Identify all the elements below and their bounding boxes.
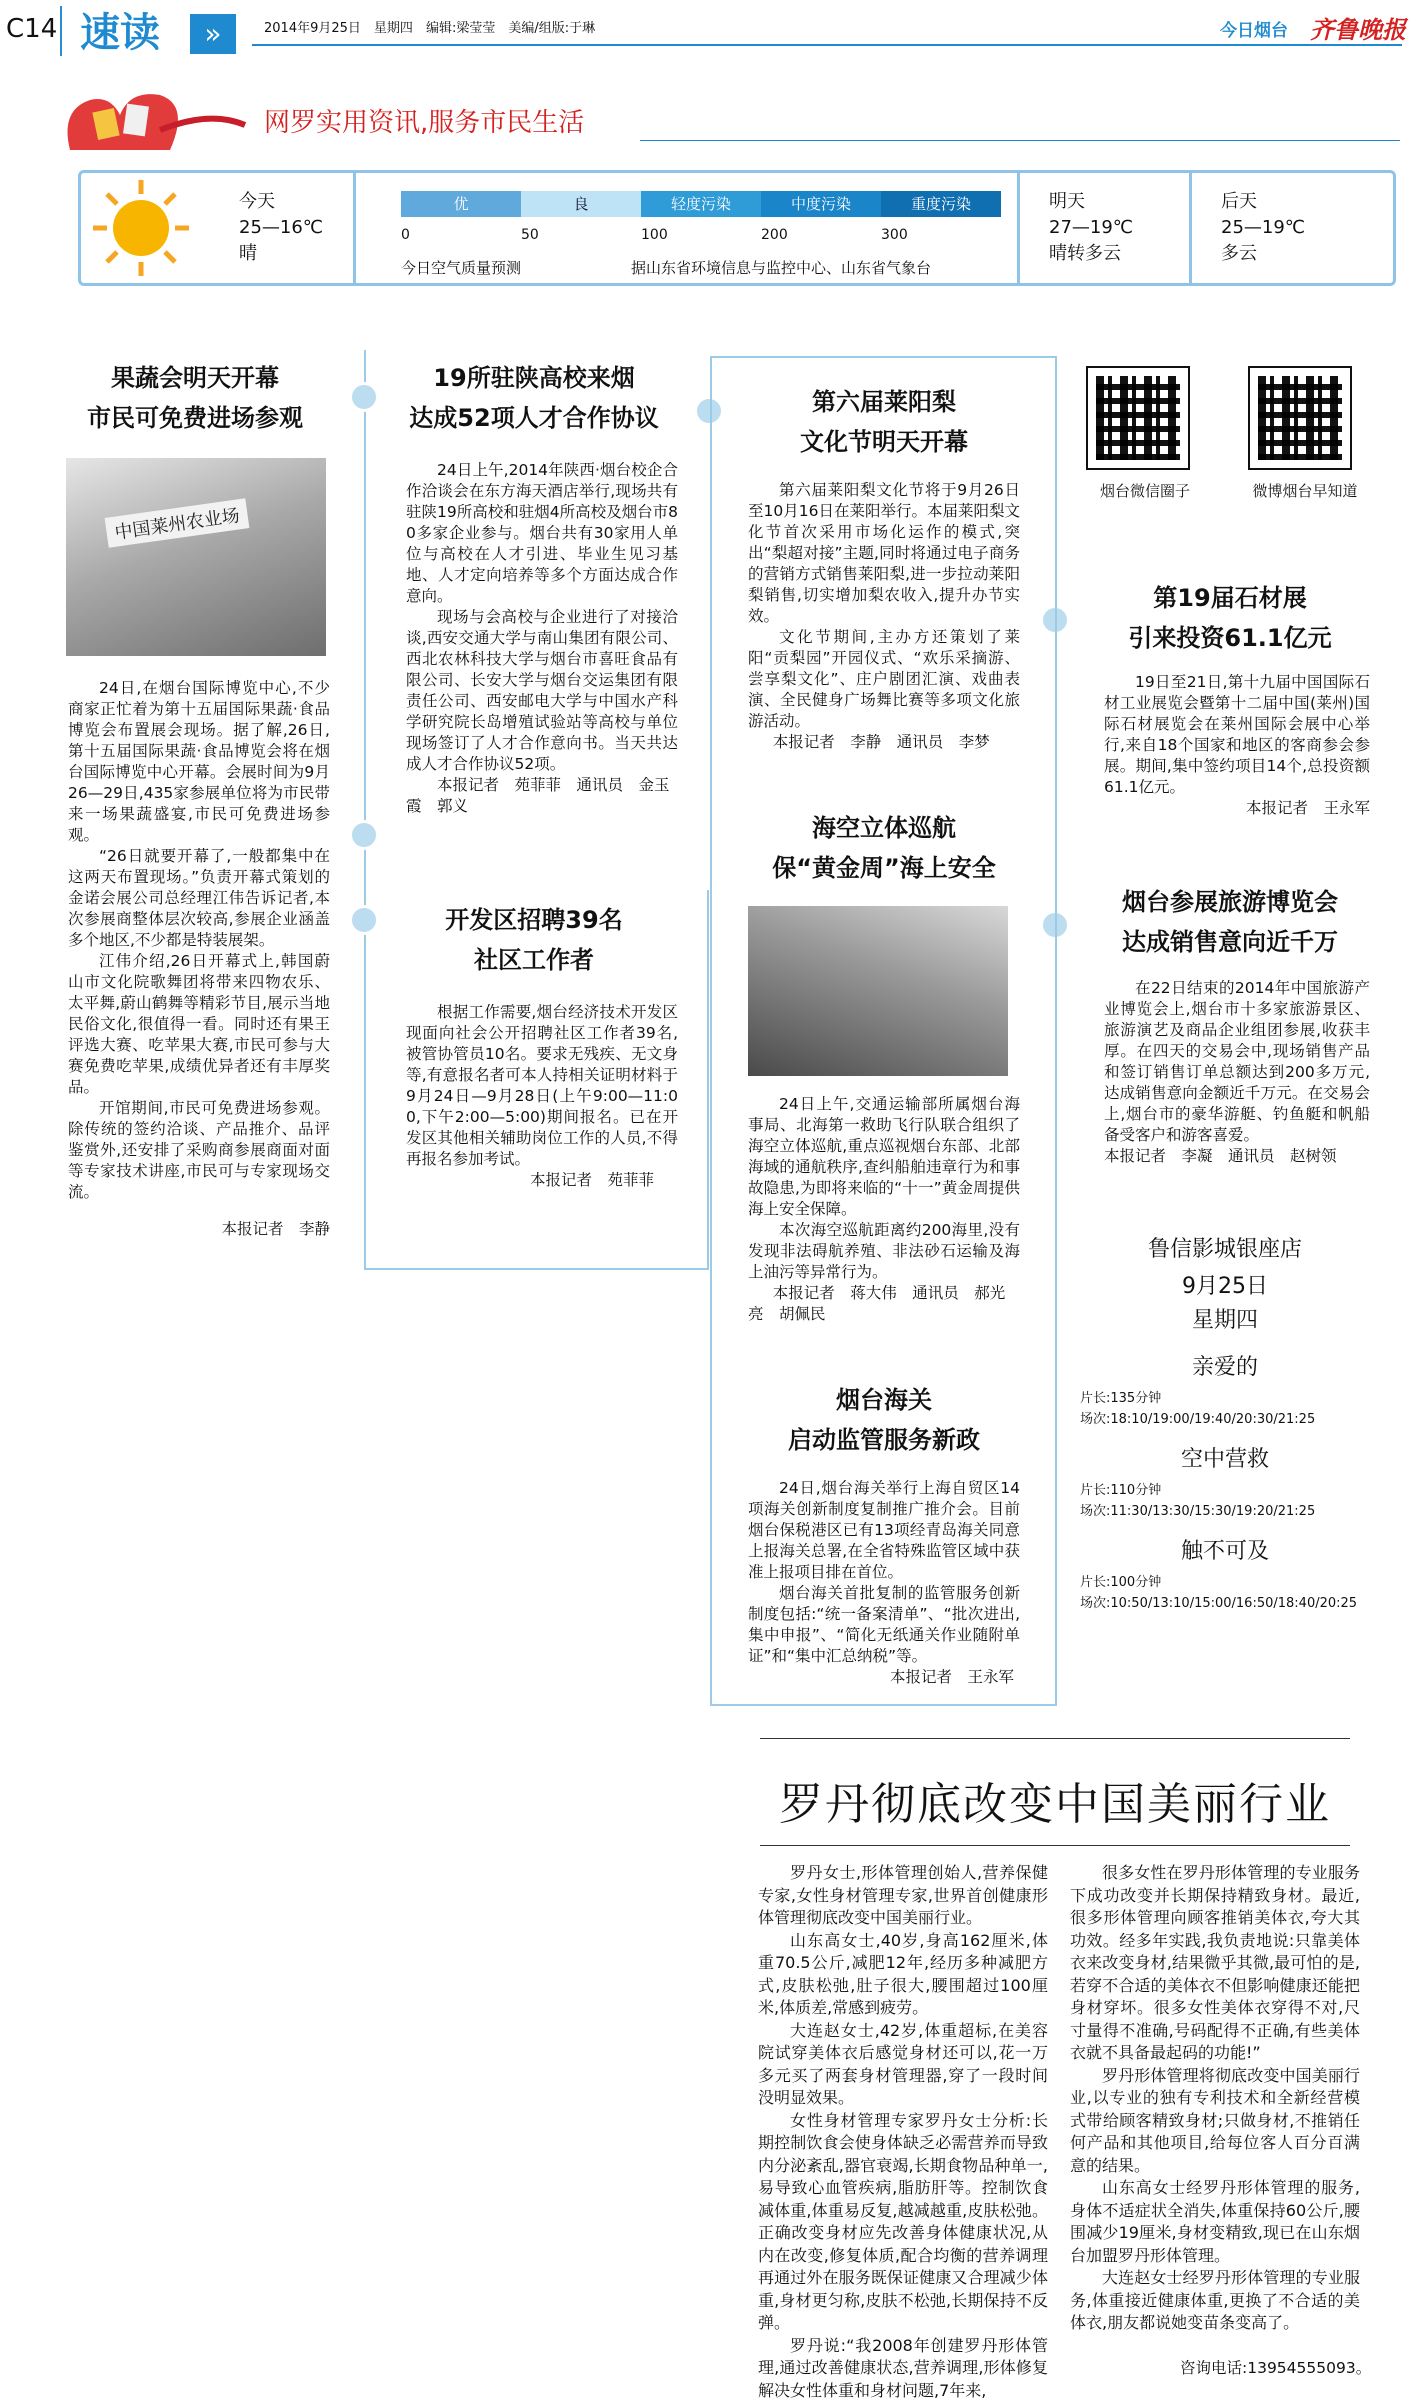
page-number: C14 xyxy=(6,14,57,44)
header-rule xyxy=(252,44,1402,46)
subheadline: 市民可免费进场参观 xyxy=(60,398,330,438)
film-length: 片长:110分钟 xyxy=(1080,1480,1370,1501)
article-customs xyxy=(748,1380,1020,1688)
byline: 本报记者 王永军 xyxy=(748,1667,1020,1688)
slogan: 网罗实用资讯,服务市民生活 xyxy=(264,106,584,140)
cinema-listing xyxy=(1080,1230,1370,1624)
ad-column-left xyxy=(758,1862,1048,2402)
film-entry xyxy=(1080,1440,1370,1522)
column-rule xyxy=(1055,356,1057,1706)
subheadline: 达成销售意向近千万 xyxy=(1090,922,1370,962)
cinema-title: 鲁信影城银座店 xyxy=(1080,1230,1370,1270)
film-length: 片长:100分钟 xyxy=(1080,1572,1370,1593)
today-forecast xyxy=(239,189,323,267)
paragraph: 文化节期间,主办方还策划了莱阳“贡梨园”开园仪式、“欢乐采摘游、尝享梨文化”、庄户剧团汇演、戏曲表演、全民健身广场舞比赛等多项文化旅游活动。 xyxy=(748,627,1020,732)
paragraph: 罗丹形体管理将彻底改变中国美丽行业,以专业的独有专利技术和全新经营模式带给顾客精致身材;只做身材,不推销任何产品和其他项目,给每位客人百分百满意的结果。 xyxy=(1070,2065,1360,2178)
paragraph: 24日上午,交通运输部所属烟台海事局、北海第一救助飞行队联合组织了海空立体巡航,重点巡视烟台东部、北部海域的通航秩序,查纠船舶违章行为和事故隐患,为即将来临的“十一”黄金周提供海上安全保障。 xyxy=(748,1094,1020,1220)
after-cond: 多云 xyxy=(1221,241,1305,267)
byline: 本报记者 蒋大伟 通讯员 郝光亮 胡佩民 xyxy=(748,1283,1020,1325)
aqi-level: 良 xyxy=(521,191,641,217)
photo-sign-text: 中国莱州农业场 xyxy=(105,498,250,547)
film-length: 片长:135分钟 xyxy=(1080,1388,1370,1409)
tomorrow-forecast xyxy=(1049,189,1133,267)
designer: 美编/组版:于琳 xyxy=(508,21,595,36)
paragraph: 现场与会高校与企业进行了对接洽谈,西安交通大学与南山集团有限公司、西北农林科技大学与烟台市喜旺食品有限公司、长安大学与烟台交运集团有限责任公司、西安邮电大学与中国水产科学研究院长岛增殖试验站等高校与单位现场签订了人才合作意向书。当天共达成人才合作协议52项。 xyxy=(406,607,678,775)
article-fruit-expo xyxy=(60,358,330,1240)
after-temp: 25—19℃ xyxy=(1221,215,1305,241)
article-shaanxi-universities xyxy=(390,358,678,817)
masthead xyxy=(0,0,1417,70)
paragraph: “26日就要开幕了,一般都集中在这两天布置现场。”负责开幕式策划的金诺会展公司总经理江伟告诉记者,本次参展商整体层次较高,参展企业涵盖多个地区,不少都是特装展架。 xyxy=(68,846,330,951)
ad-rule xyxy=(760,1845,1350,1846)
paragraph: 19日至21日,第十九届中国国际石材工业展览会暨第十二届中国(莱州)国际石材展览会在莱州国际会展中心举行,来自18个国家和地区的客商参会参展。期间,集中签约项目14个,总投资额61.1亿元。 xyxy=(1104,672,1370,798)
headline: 19所驻陕高校来烟 xyxy=(390,358,678,398)
paragraph: 开馆期间,市民可免费进场参观。除传统的签约洽谈、产品推介、品评鉴赏外,还安排了采购商参展商面对面等专家技术讲座,市民可与专家现场交流。 xyxy=(68,1098,330,1203)
paragraph: 本次海空巡航距离约200海里,没有发现非法碍航养殖、非法砂石运输及海上油污等异常行为。 xyxy=(748,1220,1020,1283)
aqi-source: 据山东省环境信息与监控中心、山东省气象台 xyxy=(631,257,931,278)
byline: 本报记者 王永军 xyxy=(1090,798,1370,819)
expo-photo xyxy=(66,458,326,656)
qr-code-icon xyxy=(1088,368,1188,468)
qr-caption-weibo: 微博烟台早知道 xyxy=(1230,480,1380,501)
byline: 本报记者 李凝 通讯员 赵树领 xyxy=(1090,1146,1370,1167)
article-body xyxy=(748,1094,1020,1283)
divider xyxy=(1189,171,1192,285)
article-body xyxy=(748,480,1020,732)
ad-title: 罗丹彻底改变中国美丽行业 xyxy=(760,1775,1350,1835)
ad-column-right xyxy=(1070,1862,1360,2335)
header-info xyxy=(264,20,595,38)
paper-logo: 齐鲁晚报 xyxy=(1310,10,1406,45)
subheadline: 达成52项人才合作协议 xyxy=(390,398,678,438)
article-laiyang-pear xyxy=(748,382,1020,753)
aqi-level: 中度污染 xyxy=(761,191,881,217)
byline: 本报记者 苑菲菲 通讯员 金玉霞 郭义 xyxy=(390,775,678,817)
subheadline: 保“黄金周”海上安全 xyxy=(748,848,1020,888)
aqi-ticks xyxy=(401,227,1001,247)
paragraph: 24日上午,2014年陕西·烟台校企合作洽谈会在东方海天酒店举行,现场共有驻陕19所高校和驻烟4所高校及烟台市80多家企业参与。烟台共有30家用人单位与高校在人才引进、毕业生见习基地、人才定向培养等多个方面达成合作意向。 xyxy=(406,460,678,607)
after-forecast xyxy=(1221,189,1305,267)
paragraph: 烟台海关首批复制的监管服务创新制度包括:“统一备案清单”、“批次进出,集中申报”、“简化无纸通关作业随附单证”和“集中汇总纳税”等。 xyxy=(748,1583,1020,1667)
film-entry xyxy=(1080,1348,1370,1430)
section-arrow-icon: » xyxy=(190,14,236,54)
film-times: 场次:11:30/13:30/15:30/19:20/21:25 xyxy=(1080,1501,1370,1522)
ad-rule xyxy=(760,1738,1350,1739)
article-body xyxy=(390,1002,678,1170)
column-name: 今日烟台 xyxy=(1220,16,1288,41)
editor: 编辑:梁莹莹 xyxy=(426,21,495,36)
today-label: 今天 xyxy=(239,189,323,215)
aqi-tick: 300 xyxy=(881,227,908,243)
cinema-date: 9月25日 xyxy=(1080,1270,1370,1304)
headline: 第六届莱阳梨 xyxy=(748,382,1020,422)
today-cond: 晴 xyxy=(239,241,323,267)
paragraph: 女性身材管理专家罗丹女士分析:长期控制饮食会使身体缺乏必需营养而导致内分泌紊乱,器官衰竭,长期食物品种单一,易导致心血管疾病,脂肪肝等。控制饮食减体重,体重易反复,越减越重,皮肤松弛。正确改变身材应先改善身体健康状况,从内在改变,修复体质,配合均衡的营养调理再通过外在服务既保证健康又合理减少体重,身材更匀称,皮肤不松弛,长期保持不反弹。 xyxy=(758,2110,1048,2335)
after-label: 后天 xyxy=(1221,189,1305,215)
qr-code-icon xyxy=(1250,368,1350,468)
aqi-tick: 200 xyxy=(761,227,788,243)
headline: 海空立体巡航 xyxy=(748,808,1020,848)
weather-panel xyxy=(78,170,1396,286)
paragraph: 在22日结束的2014年中国旅游产业博览会上,烟台市十多家旅游景区、旅游演艺及商品企业组团参展,收获丰厚。在四天的交易会中,现场销售产品和签订销售订单总额达到200多万元,达成销售意向金额近千万元。在交易会上,烟台市的豪华游艇、钓鱼艇和帆船备受客户和游客喜爱。 xyxy=(1104,978,1370,1146)
paragraph: 山东高女士,40岁,身高162厘米,体重70.5公斤,减肥12年,经历多种减肥方式,皮肤松弛,肚子很大,腰围超过100厘米,体质差,常感到疲劳。 xyxy=(758,1930,1048,2020)
paragraph: 罗丹女士,形体管理创始人,营养保健专家,女性身材管理专家,世界首创健康形体管理彻底改变中国美丽行业。 xyxy=(758,1862,1048,1930)
paragraph: 24日,烟台海关举行上海自贸区14项海关创新制度复制推广推介会。目前烟台保税港区已有13项经青岛海关同意上报海关总署,在全省特殊监管区域中获准上报项目排在首位。 xyxy=(748,1478,1020,1583)
slogan-rule xyxy=(640,140,1400,141)
article-body xyxy=(1090,672,1370,798)
byline: 本报记者 李静 通讯员 李梦 xyxy=(748,732,1020,753)
article-body xyxy=(390,460,678,775)
paragraph: 江伟介绍,26日开幕式上,韩国蔚山市文化院歌舞团将带来四物农乐、太平舞,蔚山鹤舞等精彩节目,展示当地民俗文化,很值得一看。同时还有果王评选大赛、吃苹果大赛,市民可参与大赛免费吃苹果,成绩优异者还有丰厚奖品。 xyxy=(68,951,330,1098)
paragraph: 罗丹说:“我2008年创建罗丹形体管理,通过改善健康状态,营养调理,形体修复解决女性体重和身材问题,7年来, xyxy=(758,2335,1048,2402)
ad-contact: 咨询电话:13954555093。 xyxy=(1180,2356,1371,2378)
paragraph: 24日,在烟台国际博览中心,不少商家正忙着为第十五届国际果蔬·食品博览会布置展会现场。据了解,26日,第十五届国际果蔬·食品博览会将在烟台国际博览中心开幕。会展时间为9月26—29日,435家参展单位将为市民带来一场果蔬盛宴,市民可免费进场参观。 xyxy=(68,678,330,846)
cinema-weekday: 星期四 xyxy=(1080,1304,1370,1338)
aqi-level: 优 xyxy=(401,191,521,217)
article-tourism-expo xyxy=(1090,882,1370,1167)
paragraph: 山东高女士经罗丹形体管理的服务,身体不适症状全消失,体重保持60公斤,腰围减少19厘米,身材变精致,现已在山东烟台加盟罗丹形体管理。 xyxy=(1070,2177,1360,2267)
aqi-level: 重度污染 xyxy=(881,191,1001,217)
film-entry xyxy=(1080,1532,1370,1614)
film-times: 场次:18:10/19:00/19:40/20:30/21:25 xyxy=(1080,1409,1370,1430)
heart-emblem-icon xyxy=(50,70,250,160)
issue-date: 2014年9月25日 xyxy=(264,21,361,36)
paragraph: 大连赵女士经罗丹形体管理的专业服务,体重接近健康体重,更换了不合适的美体衣,朋友都说她变苗条变高了。 xyxy=(1070,2267,1360,2335)
subheadline: 启动监管服务新政 xyxy=(748,1420,1020,1460)
aqi-scale-bar xyxy=(401,191,1001,217)
article-body xyxy=(1090,978,1370,1146)
film-name: 亲爱的 xyxy=(1080,1348,1370,1388)
aqi-tick: 50 xyxy=(521,227,539,243)
divider xyxy=(1017,171,1020,285)
bullet-dot xyxy=(349,382,379,412)
qr-caption-wechat: 烟台微信圈子 xyxy=(1080,480,1210,501)
headline: 烟台参展旅游博览会 xyxy=(1090,882,1370,922)
qr-block xyxy=(1080,368,1380,518)
aqi-caption: 今日空气质量预测 xyxy=(401,257,521,278)
aqi-chart xyxy=(401,191,1031,281)
bullet-dot xyxy=(349,820,379,850)
issue-weekday: 星期四 xyxy=(374,21,413,36)
paragraph: 第六届莱阳梨文化节将于9月26日至10月16日在莱阳举行。本届莱阳梨文化节首次采用市场化运作的模式,突出“梨超对接”主题,同时将通过电子商务的营销方式销售莱阳梨,进一步拉动莱阳梨销售,切实增加梨农收入,提升办节实效。 xyxy=(748,480,1020,627)
aqi-tick: 100 xyxy=(641,227,668,243)
aqi-level: 轻度污染 xyxy=(641,191,761,217)
byline: 本报记者 苑菲菲 xyxy=(390,1170,678,1191)
subheadline: 社区工作者 xyxy=(390,940,678,980)
headline: 开发区招聘39名 xyxy=(390,900,678,940)
article-community-recruit xyxy=(390,900,678,1191)
article-body xyxy=(748,1478,1020,1667)
article-sea-patrol xyxy=(748,808,1020,1325)
sun-icon xyxy=(91,178,191,278)
byline: 本报记者 李静 xyxy=(60,1219,330,1240)
tomorrow-cond: 晴转多云 xyxy=(1049,241,1133,267)
divider xyxy=(353,171,356,285)
patrol-photo xyxy=(748,906,1008,1076)
subheadline: 文化节明天开幕 xyxy=(748,422,1020,462)
film-name: 空中营救 xyxy=(1080,1440,1370,1480)
paragraph: 大连赵女士,42岁,体重超标,在美容院试穿美体衣后感觉身材还可以,花一万多元买了两套身材管理器,穿了一段时间没明显效果。 xyxy=(758,2020,1048,2110)
headline: 第19届石材展 xyxy=(1090,578,1370,618)
tomorrow-label: 明天 xyxy=(1049,189,1133,215)
paragraph: 根据工作需要,烟台经济技术开发区现面向社会公开招聘社区工作者39名,被管协管员10名。要求无残疾、无文身等,有意报名者可本人持相关证明材料于9月24日—9月28日(上午9:00—11:00,下午2:00—5:00)期间报名。已在开发区其他相关辅助岗位工作的人员,不得再报名参加考试。 xyxy=(406,1002,678,1170)
paragraph: 很多女性在罗丹形体管理的专业服务下成功改变并长期保持精致身材。最近,很多形体管理向顾客推销美体衣,夸大其功效。经多年实践,我负责地说:只靠美体衣来改变身材,结果微乎其微,最可怕的是,若穿不合适的美体衣不但影响健康还能把身材穿坏。很多女性美体衣穿得不对,尺寸量得不准确,号码配得不正确,有些美体衣就不具备最起码的功能!” xyxy=(1070,1862,1360,2065)
tomorrow-temp: 27—19℃ xyxy=(1049,215,1133,241)
subheadline: 引来投资61.1亿元 xyxy=(1090,618,1370,658)
page-divider xyxy=(60,6,62,56)
section-title: 速读 xyxy=(80,10,160,56)
headline: 果蔬会明天开幕 xyxy=(60,358,330,398)
today-temp: 25—16℃ xyxy=(239,215,323,241)
aqi-tick: 0 xyxy=(401,227,410,243)
film-times: 场次:10:50/13:10/15:00/16:50/18:40/20:25 xyxy=(1080,1593,1370,1614)
film-name: 触不可及 xyxy=(1080,1532,1370,1572)
article-body xyxy=(60,678,330,1203)
film-list xyxy=(1080,1348,1370,1614)
headline: 烟台海关 xyxy=(748,1380,1020,1420)
article-stone-expo xyxy=(1090,578,1370,819)
